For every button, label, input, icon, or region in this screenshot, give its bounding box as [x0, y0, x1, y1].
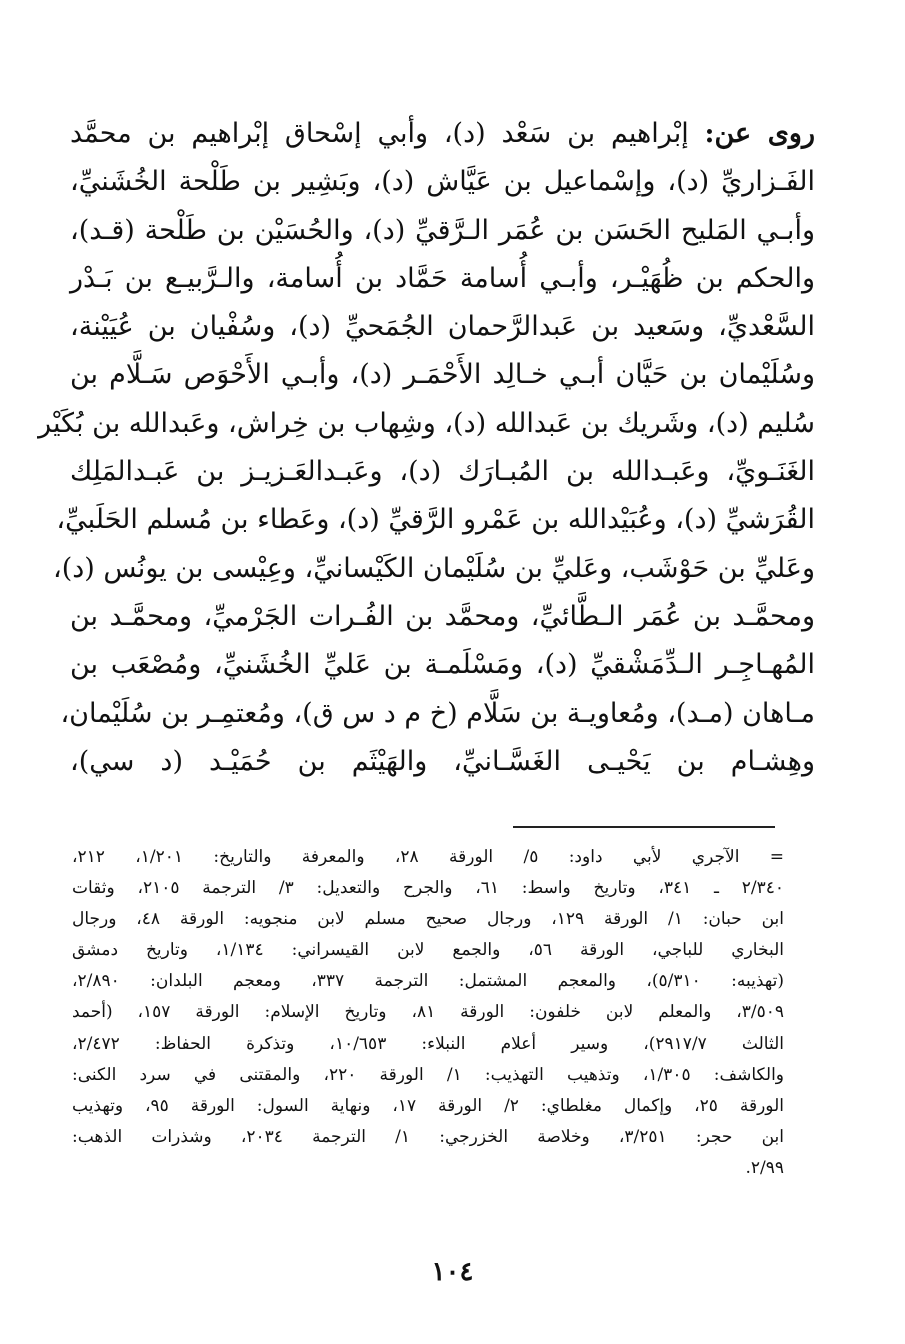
- main-text-line: السَّعْديِّ، وسَعيد بن عَبدالرَّحمان الجُمَحيِّ (د)، وسُفْيان بن عُيَيْنة،: [70, 311, 815, 343]
- page-number: ١٠٤: [431, 1257, 474, 1287]
- footnote-separator-rule: [513, 826, 775, 828]
- footnote-line: الورقة ٢٥، وإكمال مغلطاي: ٢/ الورقة ١٧، ونهاية السول: الورقة ٩٥، وتهذيب: [72, 1095, 784, 1116]
- footnote-line: ابن حبان: ١/ الورقة ١٢٩، ورجال صحيح مسلم لابن منجويه: الورقة ٤٨، ورجال: [72, 909, 784, 930]
- footnote-line: = الآجري لأبي داود: ٥/ الورقة ٢٨، والمعرفة والتاريخ: ١/٢٠١، ٢١٢،: [72, 847, 785, 867]
- footnote-line: ٢/٩٩.: [745, 1157, 784, 1178]
- main-text-line: والحكم بن ظُهَيْـر، وأبـي أُسامة حَمَّاد بن أُسامة، والـرَّبيـع بن بَـدْر: [70, 262, 816, 294]
- footnote-line: (تهذيبه: ٥/٣١٠)، والمعجم المشتمل: الترجمة ٣٣٧، ومعجم البلدان: ٢/٨٩٠،: [72, 971, 784, 992]
- narrators-lead-label: روى عن:: [704, 118, 815, 149]
- footnote-line: ٢/٣٤٠ ـ ٣٤١، وتاريخ واسط: ٦١، والجرح والتعديل: ٣/ الترجمة ٢١٠٥، وثقات: [72, 878, 785, 899]
- main-text-line: القُرَشيِّ (د)، وعُبَيْدالله بن عَمْرو الرَّقيِّ (د)، وعَطاء بن مُسلم الحَلَبيِّ،: [56, 504, 815, 536]
- main-text-line-rest: إبْراهيم بن سَعْد (د)، وأبي إسْحاق إبْراهيم بن محمَّد: [70, 118, 705, 149]
- footnote-line: ٣/٥٠٩، والمعلم لابن خلفون: الورقة ٨١، وتاريخ الإسلام: الورقة ١٥٧، (أحمد: [72, 1002, 784, 1023]
- main-text-line: مـاهان (مـد)، ومُعاويـة بن سَلَّام (خ م د س ق)، ومُعتمِـر بن سُلَيْمان،: [60, 697, 815, 729]
- main-text-line: سُليم (د)، وشَريك بن عَبدالله (د)، وشِهاب بن خِراش، وعَبدالله بن بُكَيْر: [38, 407, 815, 439]
- main-text-line: ومحمَّـد بن عُمَر الـطَّائيِّ، ومحمَّد بن الفُـرات الجَرْميِّ، ومحمَّـد بن: [70, 600, 815, 632]
- footnote-line: والكاشف: ١/٣٠٥، وتذهيب التهذيب: ١/ الورقة ٢٢٠، والمقتنى في سرد الكنى:: [72, 1064, 785, 1085]
- footnote-line: البخاري للباجي، الورقة ٥٦، والجمع لابن القيسراني: ١/١٣٤، وتاريخ دمشق: [72, 940, 784, 961]
- main-text-line: الغَنَـويِّ، وعَبـدالله بن المُبـارَك (د)، وعَبـدالعَـزيـز بن عَبـدالمَلِك: [70, 456, 815, 488]
- main-text-line: وأبـي المَليح الحَسَن بن عُمَر الـرَّقيِّ (د)، والحُسَيْن بن طَلْحة (قـد)،: [70, 214, 815, 246]
- main-text-line: وسُلَيْمان بن حَيَّان أبـي خـالِد الأَحْمَـر (د)، وأبـي الأَحْوَص سَـلَّام بن: [70, 359, 815, 391]
- main-text-line: الفَـزاريِّ (د)، وإسْماعيل بن عَيَّاش (د)، وبَشِير بن طَلْحة الخُشَنيِّ،: [70, 166, 815, 198]
- main-text-line: المُهـاجِـر الـدِّمَشْقيِّ (د)، ومَسْلَمـة بن عَليِّ الخُشَنيِّ، ومُصْعَب بن: [70, 649, 815, 681]
- footnote-line: ابن حجر: ٣/٢٥١، وخلاصة الخزرجي: ١/ الترجمة ٢٠٣٤، وشذرات الذهب:: [72, 1126, 784, 1147]
- footnote-block: [72, 842, 784, 1184]
- footnote-line: الثالث ٢٩١٧/٧)، وسير أعلام النبلاء: ١٠/٦٥٣، وتذكرة الحفاظ: ٢/٤٧٢،: [72, 1033, 784, 1054]
- main-text-line: [70, 110, 815, 158]
- main-text-line: وهِشـام بن يَحْيـى الغَسَّـانيِّ، والهَيْثَم بن حُمَيْـد (د سي)،: [70, 745, 815, 777]
- main-text-line: وعَليِّ بن حَوْشَب، وعَليِّ بن سُلَيْمان الكَيْسانيِّ، وعِيْسى بن يونُس (د)،: [53, 552, 815, 584]
- main-text-body: [38, 110, 816, 786]
